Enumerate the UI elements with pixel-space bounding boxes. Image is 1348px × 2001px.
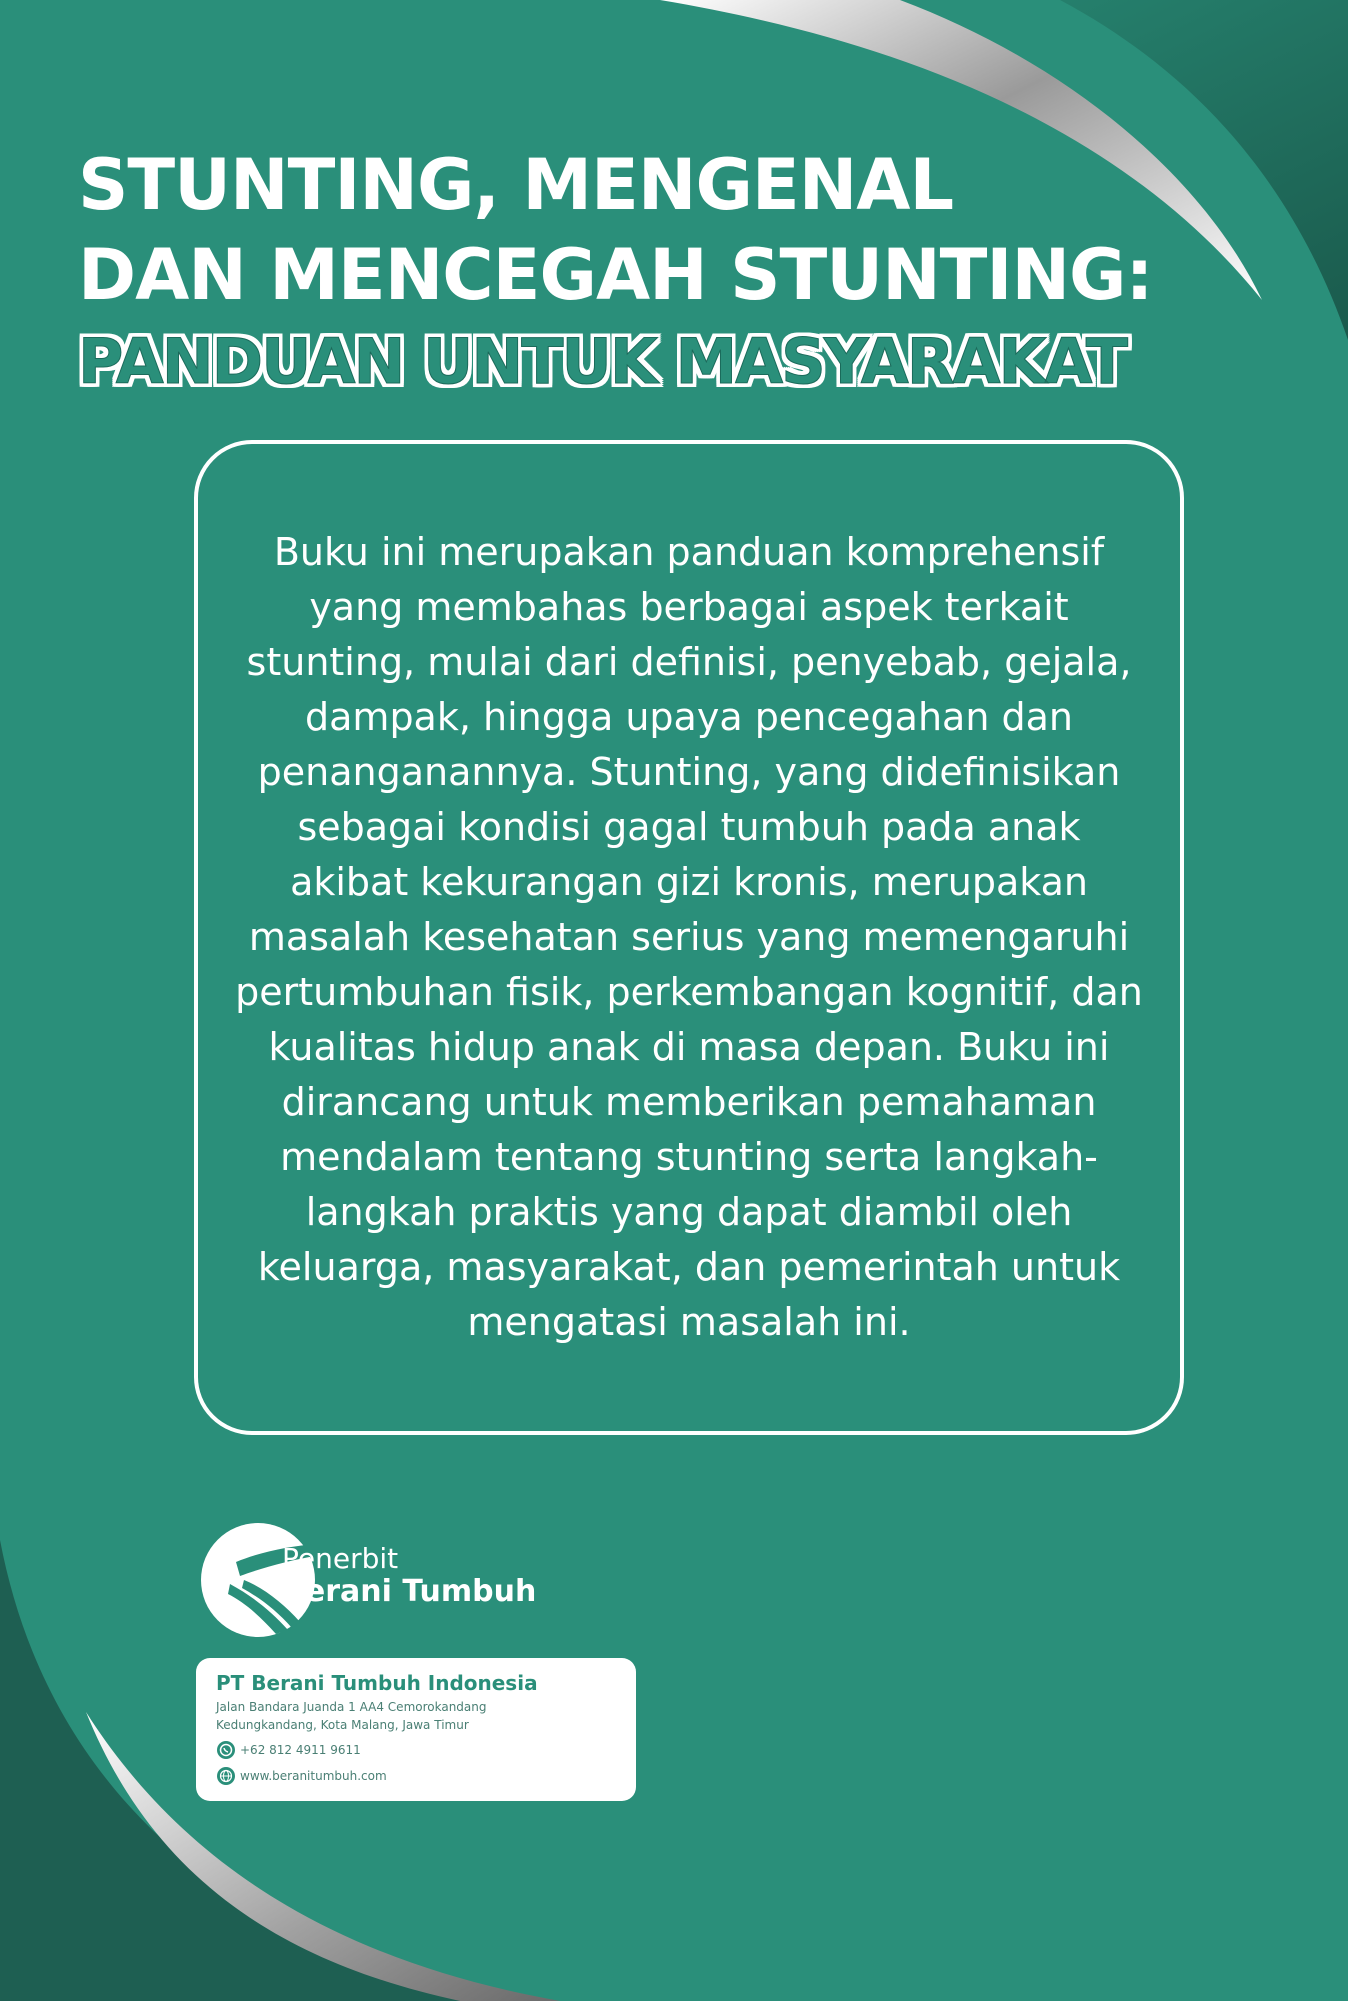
globe-icon [216, 1766, 236, 1786]
logo-text-penerbit: Penerbit [282, 1542, 399, 1575]
address-line-2: Kedungkandang, Kota Malang, Jawa Timur [216, 1718, 469, 1732]
title-line-2: DAN MENCEGAH STUNTING: [78, 234, 1153, 316]
phone-row [216, 1740, 616, 1760]
company-name: PT Berani Tumbuh Indonesia [216, 1671, 538, 1695]
website-url: www.beranitumbuh.com [240, 1769, 387, 1783]
description-box [194, 440, 1184, 1435]
website-row [216, 1766, 616, 1786]
publisher-logo [200, 1522, 600, 1638]
contact-card [196, 1658, 636, 1801]
logo-text-brand: Berani Tumbuh [282, 1574, 537, 1609]
subtitle-outlined: PANDUAN UNTUK MASYARAKAT [78, 325, 1126, 398]
whatsapp-icon [216, 1740, 236, 1760]
phone-number: +62 812 4911 9611 [240, 1743, 361, 1757]
title-block [78, 140, 1178, 404]
title-line-1: STUNTING, MENGENAL [78, 144, 954, 226]
address-line-1: Jalan Bandara Juanda 1 AA4 Cemorokandang [216, 1700, 487, 1714]
description-text: Buku ini merupakan panduan komprehensif yang membahas berbagai aspek terkait stunting, mulai dari definisi, penyebab, gejala, dampak, hingga upaya pencegahan dan penanganannya. Stunting, yang didefinisikan sebagai kondisi gagal tumbuh pada anak akibat kekurangan gizi kronis, merupakan masalah kesehatan serius yang memengaruhi pertumbuhan fisik, perkembangan kognitif, dan kualitas hidup anak di masa depan. Buku ini dirancang untuk memberikan pemahaman mendalam tentang stunting serta langkah-langkah praktis yang dapat diambil oleh keluarga, masyarakat, dan pemerintah untuk mengatasi masalah ini. [235, 530, 1143, 1344]
